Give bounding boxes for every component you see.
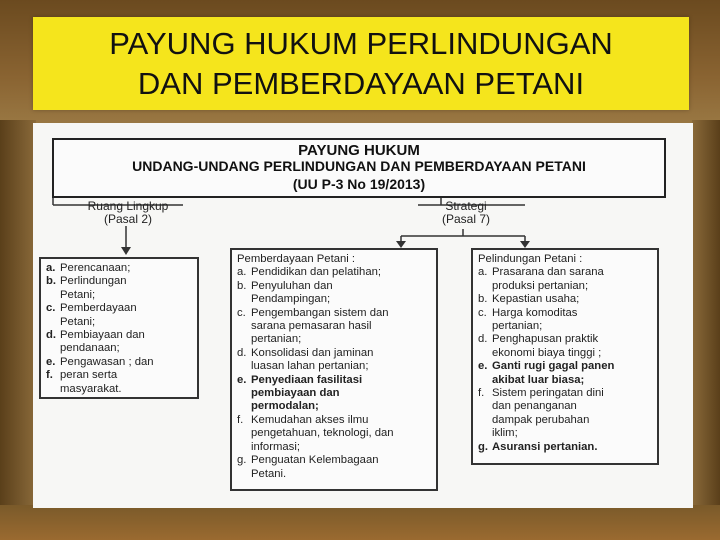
payung-hukum-header bbox=[52, 138, 666, 198]
list-item bbox=[478, 266, 652, 293]
list-item-key: f. bbox=[46, 369, 53, 382]
perlindungan-list bbox=[478, 266, 652, 454]
list-item bbox=[478, 441, 652, 454]
background-right bbox=[692, 120, 720, 540]
strategi-pasal: (Pasal 7) bbox=[441, 212, 491, 226]
list-item-key: d. bbox=[237, 346, 247, 359]
list-item-text: Konsolidasi dan jaminan luasan lahan pertanian; bbox=[251, 346, 374, 373]
list-item-key: d. bbox=[46, 329, 57, 342]
list-item-key: b. bbox=[237, 279, 247, 292]
list-item bbox=[46, 275, 192, 302]
list-item-text: peran serta masyarakat. bbox=[60, 369, 122, 395]
strategi-text: Strategi bbox=[445, 199, 487, 213]
list-item-text: Pembiayaan dan pendanaan; bbox=[60, 329, 145, 355]
header-line-3: (UU P-3 No 19/2013) bbox=[292, 176, 426, 192]
pemberdayaan-title: Pemberdayaan Petani : bbox=[237, 253, 356, 265]
list-item-text: Pengembangan sistem dan sarana pemasaran hasil pertanian; bbox=[251, 306, 389, 346]
list-item bbox=[46, 302, 192, 329]
list-item-text: Penghapusan praktik ekonomi biaya tinggi ; bbox=[492, 333, 602, 359]
slide-title-line-1: PAYUNG HUKUM PERLINDUNGAN bbox=[109, 25, 613, 61]
list-item-key: c. bbox=[478, 306, 487, 319]
list-item bbox=[46, 329, 192, 356]
background-bottom bbox=[0, 505, 720, 540]
list-item bbox=[237, 280, 431, 307]
perlindungan-box bbox=[471, 248, 659, 465]
list-item-key: c. bbox=[237, 306, 246, 319]
list-item-text: Pemberdayaan Petani; bbox=[60, 302, 137, 328]
list-item bbox=[478, 360, 652, 387]
slide-title-line-2: DAN PEMBERDAYAAN PETANI bbox=[137, 65, 585, 101]
ruang-lingkup-label bbox=[73, 200, 183, 226]
list-item-key: d. bbox=[478, 333, 488, 346]
list-item-text: Pendidikan dan pelatihan; bbox=[251, 266, 382, 279]
slide-title-box bbox=[33, 17, 689, 110]
list-item-text: Perlindungan Petani; bbox=[60, 275, 127, 301]
ruang-lingkup-text: Ruang Lingkup bbox=[87, 199, 169, 213]
list-item-text: Ganti rugi gagal panen akibat luar biasa; bbox=[492, 360, 615, 386]
ruang-lingkup-pasal: (Pasal 2) bbox=[103, 212, 153, 226]
list-item bbox=[478, 307, 652, 334]
list-item-text: Kemudahan akses ilmu pengetahuan, teknologi, dan informasi; bbox=[251, 413, 394, 453]
ruang-lingkup-list bbox=[46, 262, 192, 396]
list-item-key: c. bbox=[46, 302, 56, 315]
list-item-key: f. bbox=[478, 387, 485, 400]
list-item bbox=[46, 369, 192, 396]
list-item-key: b. bbox=[46, 275, 57, 288]
list-item-text: Prasarana dan sarana produksi pertanian; bbox=[492, 266, 604, 292]
list-item bbox=[237, 347, 431, 374]
list-item-text: Sistem peringatan dini dan penanganan dampak perubahan iklim; bbox=[492, 387, 604, 440]
list-item bbox=[46, 356, 192, 369]
list-item-key: g. bbox=[237, 454, 247, 467]
diagram-document bbox=[33, 123, 693, 508]
list-item bbox=[478, 387, 652, 441]
list-item-key: b. bbox=[478, 293, 488, 306]
list-item bbox=[237, 266, 431, 279]
list-item bbox=[237, 307, 431, 347]
list-item-key: a. bbox=[478, 266, 488, 279]
list-item-key: g. bbox=[478, 440, 489, 453]
list-item bbox=[237, 414, 431, 454]
header-line-1: PAYUNG HUKUM bbox=[298, 142, 420, 159]
list-item-text: Pengawasan ; dan bbox=[60, 355, 154, 368]
list-item-key: e. bbox=[46, 355, 56, 368]
background-left bbox=[0, 120, 36, 540]
perlindungan-title: Pelindungan Petani : bbox=[478, 253, 583, 265]
list-item-text: Penyediaan fasilitasi pembiayaan dan permodalan; bbox=[251, 373, 363, 413]
pemberdayaan-list bbox=[237, 266, 431, 481]
list-item-text: Penyuluhan dan Pendampingan; bbox=[251, 279, 333, 306]
list-item bbox=[237, 374, 431, 414]
list-item bbox=[46, 262, 192, 275]
list-item bbox=[478, 293, 652, 306]
list-item-key: e. bbox=[237, 373, 247, 386]
ruang-lingkup-box bbox=[39, 257, 199, 399]
list-item-text: Harga komoditas pertanian; bbox=[492, 306, 578, 333]
list-item-key: e. bbox=[478, 360, 488, 373]
header-line-2: UNDANG-UNDANG PERLINDUNGAN DAN PEMBERDAYAAN PETANI bbox=[132, 158, 586, 174]
list-item-text: Asuransi pertanian. bbox=[492, 440, 598, 453]
list-item-text: Perencanaan; bbox=[60, 262, 131, 274]
strategi-label bbox=[421, 200, 511, 226]
list-item-text: Penguatan Kelembagaan Petani. bbox=[251, 454, 379, 480]
list-item-text: Kepastian usaha; bbox=[492, 293, 580, 306]
list-item-key: a. bbox=[46, 262, 56, 274]
pemberdayaan-box bbox=[230, 248, 438, 491]
list-item-key: f. bbox=[237, 413, 244, 426]
list-item bbox=[478, 333, 652, 360]
list-item bbox=[237, 454, 431, 481]
list-item-key: a. bbox=[237, 266, 247, 279]
